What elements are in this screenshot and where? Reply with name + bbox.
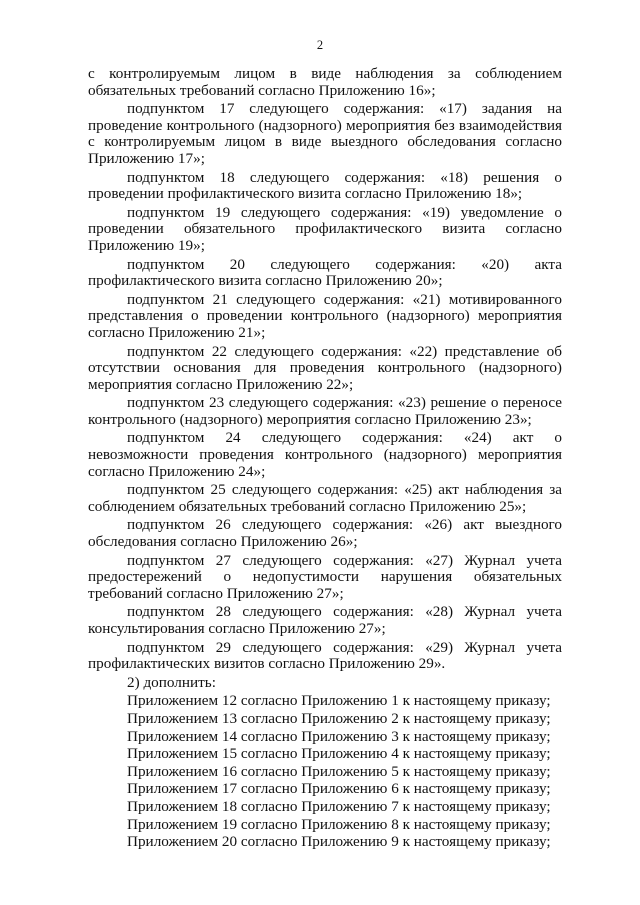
list-item: Приложением 17 согласно Приложению 6 к настоящему приказу; bbox=[127, 780, 551, 798]
supplement-heading: 2) дополнить: bbox=[127, 673, 216, 691]
paragraph-subitem-18: подпунктом 18 следующего содержания: «18) решения о проведении профилактического визита согласно Приложению 18»; bbox=[88, 168, 562, 203]
paragraph-subitem-20: подпунктом 20 следующего содержания: «20) акта профилактического визита согласно Приложению 20»; bbox=[88, 255, 562, 290]
list-item: Приложением 14 согласно Приложению 3 к настоящему приказу; bbox=[127, 727, 551, 745]
list-item: Приложением 16 согласно Приложению 5 к настоящему приказу; bbox=[127, 762, 551, 780]
paragraph-subitem-27: подпунктом 27 следующего содержания: «27) Журнал учета предостережений о недопустимости нарушения обязательных требований согласно Приложению 27»; bbox=[88, 551, 562, 602]
list-item: Приложением 15 согласно Приложению 4 к настоящему приказу; bbox=[127, 745, 551, 763]
list-item: Приложением 20 согласно Приложению 9 к настоящему приказу; bbox=[127, 833, 551, 851]
paragraph-subitem-26: подпунктом 26 следующего содержания: «26) акт выездного обследования согласно Приложению 26»; bbox=[88, 516, 562, 551]
paragraph-subitem-24: подпунктом 24 следующего содержания: «24) акт о невозможности проведения контрольного (надзорного) мероприятия согласно Приложению 24»; bbox=[88, 429, 562, 480]
paragraph-subitem-25: подпунктом 25 следующего содержания: «25) акт наблюдения за соблюдением обязательных требований согласно Приложению 25»; bbox=[88, 481, 562, 515]
paragraph-subitem-28: подпунктом 28 следующего содержания: «28) Журнал учета консультирования согласно Приложению 27»; bbox=[88, 603, 562, 637]
paragraph-subitem-22: подпунктом 22 следующего содержания: «22) представление об отсутствии основания для проведения контрольного (надзорного) мероприятия согласно Приложению 22»; bbox=[88, 342, 562, 393]
paragraph-subitem-29: подпунктом 29 следующего содержания: «29) Журнал учета профилактических визитов согласно Приложению 29». bbox=[88, 638, 562, 673]
paragraph-subitem-21: подпунктом 21 следующего содержания: «21) мотивированного представления о проведении контрольного (надзорного) мероприятия согласно Приложению 21»; bbox=[88, 290, 562, 341]
list-item: Приложением 13 согласно Приложению 2 к настоящему приказу; bbox=[127, 709, 551, 727]
page-number: 2 bbox=[316, 38, 324, 52]
document-body bbox=[88, 66, 562, 852]
paragraph-continuation: с контролируемым лицом в виде наблюдения за соблюдением обязательных требований согласно Приложению 16»; bbox=[88, 65, 562, 99]
supplement-list bbox=[88, 693, 562, 850]
list-item: Приложением 12 согласно Приложению 1 к настоящему приказу; bbox=[127, 692, 551, 710]
paragraph-subitem-19: подпунктом 19 следующего содержания: «19) уведомление о проведении обязательного профилактического визита согласно Приложению 19»; bbox=[88, 203, 562, 254]
paragraph-subitem-23: подпунктом 23 следующего содержания: «23) решение о переносе контрольного (надзорного) мероприятия согласно Приложению 23»; bbox=[88, 394, 562, 428]
list-item: Приложением 19 согласно Приложению 8 к настоящему приказу; bbox=[127, 815, 551, 833]
paragraph-subitem-17: подпунктом 17 следующего содержания: «17) задания на проведение контрольного (надзорного) мероприятия без взаимодействия с контролируемым лицом в виде выездного обследования согласно Приложению 17»; bbox=[88, 100, 562, 167]
list-item: Приложением 18 согласно Приложению 7 к настоящему приказу; bbox=[127, 797, 551, 815]
